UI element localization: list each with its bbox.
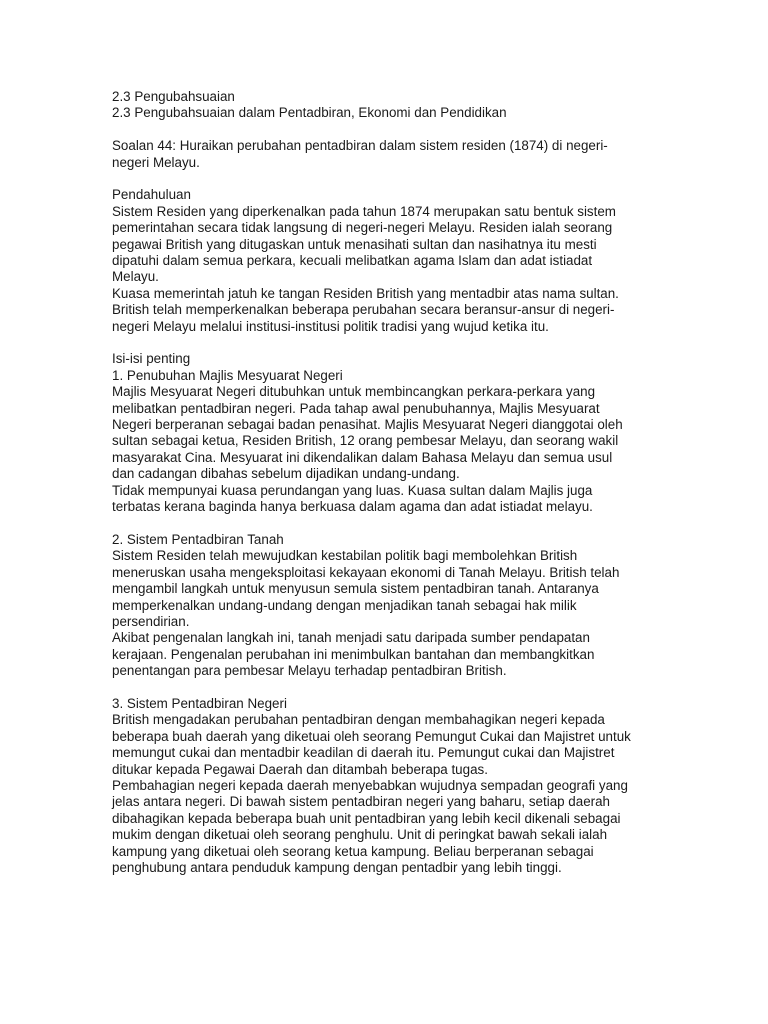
intro-line: British telah memperkenalkan beberapa perubahan secara beransur-ansur di negeri- <box>112 302 615 318</box>
section-3-line: mukim dengan diketuai oleh seorang penghulu. Unit di peringkat bawah sekali ialah <box>112 827 608 843</box>
section-2-line: mengambil langkah untuk menyusun semula sistem pentadbiran tanah. Antaranya <box>112 581 599 597</box>
section-1-line: Majlis Mesyuarat Negeri ditubuhkan untuk membincangkan perkara-perkara yang <box>112 384 596 400</box>
question-line: Soalan 44: Huraikan perubahan pentadbiran dalam sistem residen (1874) di negeri- <box>112 138 608 154</box>
points-title: Isi-isi penting <box>112 351 191 367</box>
intro-line: pemerintahan secara tidak langsung di negeri-negeri Melayu. Residen ialah seorang <box>112 220 613 236</box>
section-1-paragraph <box>112 384 632 515</box>
question-block <box>112 138 632 171</box>
section-1-line: terbatas kerana baginda hanya berkuasa dalam agama dan adat istiadat melayu. <box>112 499 593 515</box>
intro-line: dipatuhi dalam semua perkara, kecuali melibatkan agama Islam dan adat istiadat <box>112 253 593 269</box>
spacer <box>112 335 632 351</box>
section-3-line: British mengadakan perubahan pentadbiran dengan membahagikan negeri kepada <box>112 712 605 728</box>
heading-pengubahsuaian-full: 2.3 Pengubahsuaian dalam Pentadbiran, Ekonomi dan Pendidikan <box>112 105 507 121</box>
intro-line: pegawai British yang ditugaskan untuk menasihati sultan dan nasihatnya itu mesti <box>112 236 597 252</box>
section-3-title: 3. Sistem Pentadbiran Negeri <box>112 695 287 711</box>
intro-title: Pendahuluan <box>112 187 191 203</box>
section-1-line: dan cadangan dibahas sebelum dijadikan undang-undang. <box>112 466 460 482</box>
section-3-line: ditukar kepada Pegawai Daerah dan ditambah beberapa tugas. <box>112 761 488 777</box>
spacer <box>112 680 632 696</box>
section-2-title: 2. Sistem Pentadbiran Tanah <box>112 531 284 547</box>
section-2-line: meneruskan usaha mengeksploitasi kekayaan ekonomi di Tanah Melayu. British telah <box>112 564 620 580</box>
section-1-title: 1. Penubuhan Majlis Mesyuarat Negeri <box>112 367 343 383</box>
section-2-line: kerajaan. Pengenalan perubahan ini menimbulkan bantahan dan membangkitkan <box>112 646 595 662</box>
intro-line: negeri Melayu melalui institusi-institusi politik tradisi yang wujud ketika itu. <box>112 318 549 334</box>
spacer <box>112 516 632 532</box>
spacer <box>112 122 632 138</box>
section-2-line: persendirian. <box>112 613 190 629</box>
section-1-line: masyarakat Cina. Mesyuarat ini dikendalikan dalam Bahasa Melayu dan semua usul <box>112 449 613 465</box>
section-3-line: Pembahagian negeri kepada daerah menyebabkan wujudnya sempadan geografi yang <box>112 777 628 793</box>
intro-line: Kuasa memerintah jatuh ke tangan Residen British yang mentadbir atas nama sultan. <box>112 285 619 301</box>
section-3-line: penghubung antara penduduk kampung dengan pentadbir yang lebih tinggi. <box>112 860 562 876</box>
section-3-line: jelas antara negeri. Di bawah sistem pentadbiran negeri yang baharu, setiap daerah <box>112 794 611 810</box>
section-2-line: Akibat pengenalan langkah ini, tanah menjadi satu daripada sumber pendapatan <box>112 630 590 646</box>
section-1-line: Tidak mempunyai kuasa perundangan yang luas. Kuasa sultan dalam Majlis juga <box>112 482 593 498</box>
section-2-line: Sistem Residen telah mewujudkan kestabilan politik bagi membolehkan British <box>112 548 578 564</box>
section-1-line: sultan sebagai ketua, Residen British, 12 orang pembesar Melayu, dan seorang wakil <box>112 433 619 449</box>
section-1-line: Negeri berperanan sebagai badan penasihat. Majlis Mesyuarat Negeri dianggotai oleh <box>112 417 623 433</box>
heading-pengubahsuaian: 2.3 Pengubahsuaian <box>112 89 235 104</box>
section-2-line: memperkenalkan undang-undang dengan menjadikan tanah sebagai hak milik <box>112 597 577 613</box>
spacer <box>112 171 632 187</box>
section-3-line: memungut cukai dan mentadbir keadilan di daerah itu. Pemungut cukai dan Majistret <box>112 745 615 761</box>
section-3-line: dibahagikan kepada beberapa buah unit pentadbiran yang lebih kecil dikenali sebagai <box>112 810 621 826</box>
section-2-paragraph <box>112 548 632 679</box>
section-2-line: penentangan para pembesar Melayu terhadap pentadbiran British. <box>112 663 507 679</box>
intro-line: Sistem Residen yang diperkenalkan pada tahun 1874 merupakan satu bentuk sistem <box>112 203 616 219</box>
section-3-line: beberapa buah daerah yang diketuai oleh seorang Pemungut Cukai dan Majistret untuk <box>112 728 631 744</box>
question-line: negeri Melayu. <box>112 154 200 170</box>
document-page <box>112 89 632 876</box>
intro-paragraph <box>112 204 632 335</box>
section-1-line: melibatkan pentadbiran negeri. Pada tahap awal penubuhannya, Majlis Mesyuarat <box>112 400 600 416</box>
intro-line: Melayu. <box>112 269 159 285</box>
section-3-line: kampung yang diketuai oleh seorang ketua kampung. Beliau berperanan sebagai <box>112 843 594 859</box>
section-3-paragraph <box>112 712 632 876</box>
